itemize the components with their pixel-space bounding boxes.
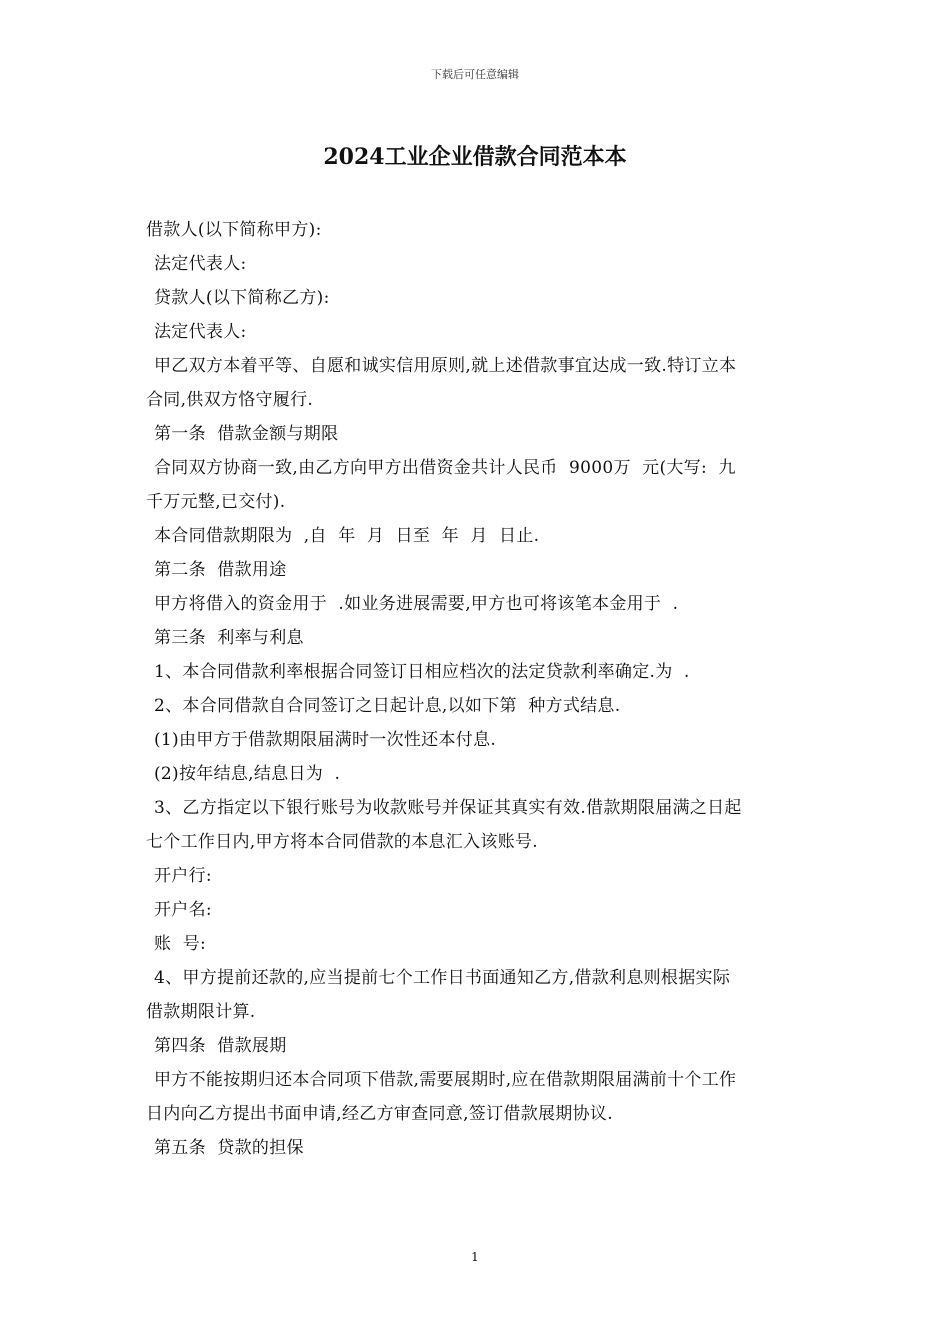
body-line: 2、本合同借款自合同签订之日起计息,以如下第 种方式结息. bbox=[154, 696, 621, 716]
header-note: 下载后可任意编辑 bbox=[431, 68, 519, 81]
body-line: 借款人(以下简称甲方): bbox=[146, 220, 322, 240]
body-line: 4、甲方提前还款的,应当提前七个工作日书面通知乙方,借款利息则根据实际 bbox=[154, 968, 731, 988]
body-line: 借款期限计算. bbox=[146, 1002, 256, 1022]
document-body bbox=[146, 213, 811, 1165]
body-line: 合同,供双方恪守履行. bbox=[146, 390, 314, 410]
body-line: 开户行: bbox=[154, 866, 212, 886]
body-line: 七个工作日内,甲方将本合同借款的本息汇入该账号. bbox=[146, 832, 539, 852]
body-line: 账 号: bbox=[154, 934, 207, 954]
body-line: 第三条 利率与利息 bbox=[154, 628, 304, 648]
body-line: 日内向乙方提出书面申请,经乙方审查同意,签订借款展期协议. bbox=[146, 1104, 613, 1124]
body-line: 开户名: bbox=[154, 900, 212, 920]
body-line: 本合同借款期限为 ,自 年 月 日至 年 月 日止. bbox=[154, 526, 540, 546]
body-line: 甲乙双方本着平等、自愿和诚实信用原则,就上述借款事宜达成一致.特订立本 bbox=[154, 356, 737, 376]
document-title: 2024工业企业借款合同范本本 bbox=[323, 144, 627, 170]
body-line: 3、乙方指定以下银行账号为收款账号并保证其真实有效.借款期限届满之日起 bbox=[154, 798, 742, 818]
body-line: 合同双方协商一致,由乙方向甲方出借资金共计人民币 9000万 元(大写: 九 bbox=[154, 458, 736, 478]
body-line: 甲方将借入的资金用于 .如业务进展需要,甲方也可将该笔本金用于 . bbox=[154, 594, 679, 614]
body-line: 第四条 借款展期 bbox=[154, 1036, 287, 1056]
body-line: 第二条 借款用途 bbox=[154, 560, 287, 580]
body-line: 第一条 借款金额与期限 bbox=[154, 424, 339, 444]
page-number: 1 bbox=[471, 1250, 479, 1264]
body-line: 法定代表人: bbox=[154, 322, 247, 342]
body-line: 1、本合同借款利率根据合同签订日相应档次的法定贷款利率确定.为 . bbox=[154, 662, 690, 682]
body-line: 第五条 贷款的担保 bbox=[154, 1138, 304, 1158]
body-line: 法定代表人: bbox=[154, 254, 247, 274]
body-line: 甲方不能按期归还本合同项下借款,需要展期时,应在借款期限届满前十个工作 bbox=[154, 1070, 737, 1090]
body-line: (2)按年结息,结息日为 . bbox=[154, 764, 341, 784]
body-line: 千万元整,已交付). bbox=[146, 492, 286, 512]
body-line: (1)由甲方于借款期限届满时一次性还本付息. bbox=[154, 730, 497, 750]
body-line: 贷款人(以下简称乙方): bbox=[154, 288, 330, 308]
